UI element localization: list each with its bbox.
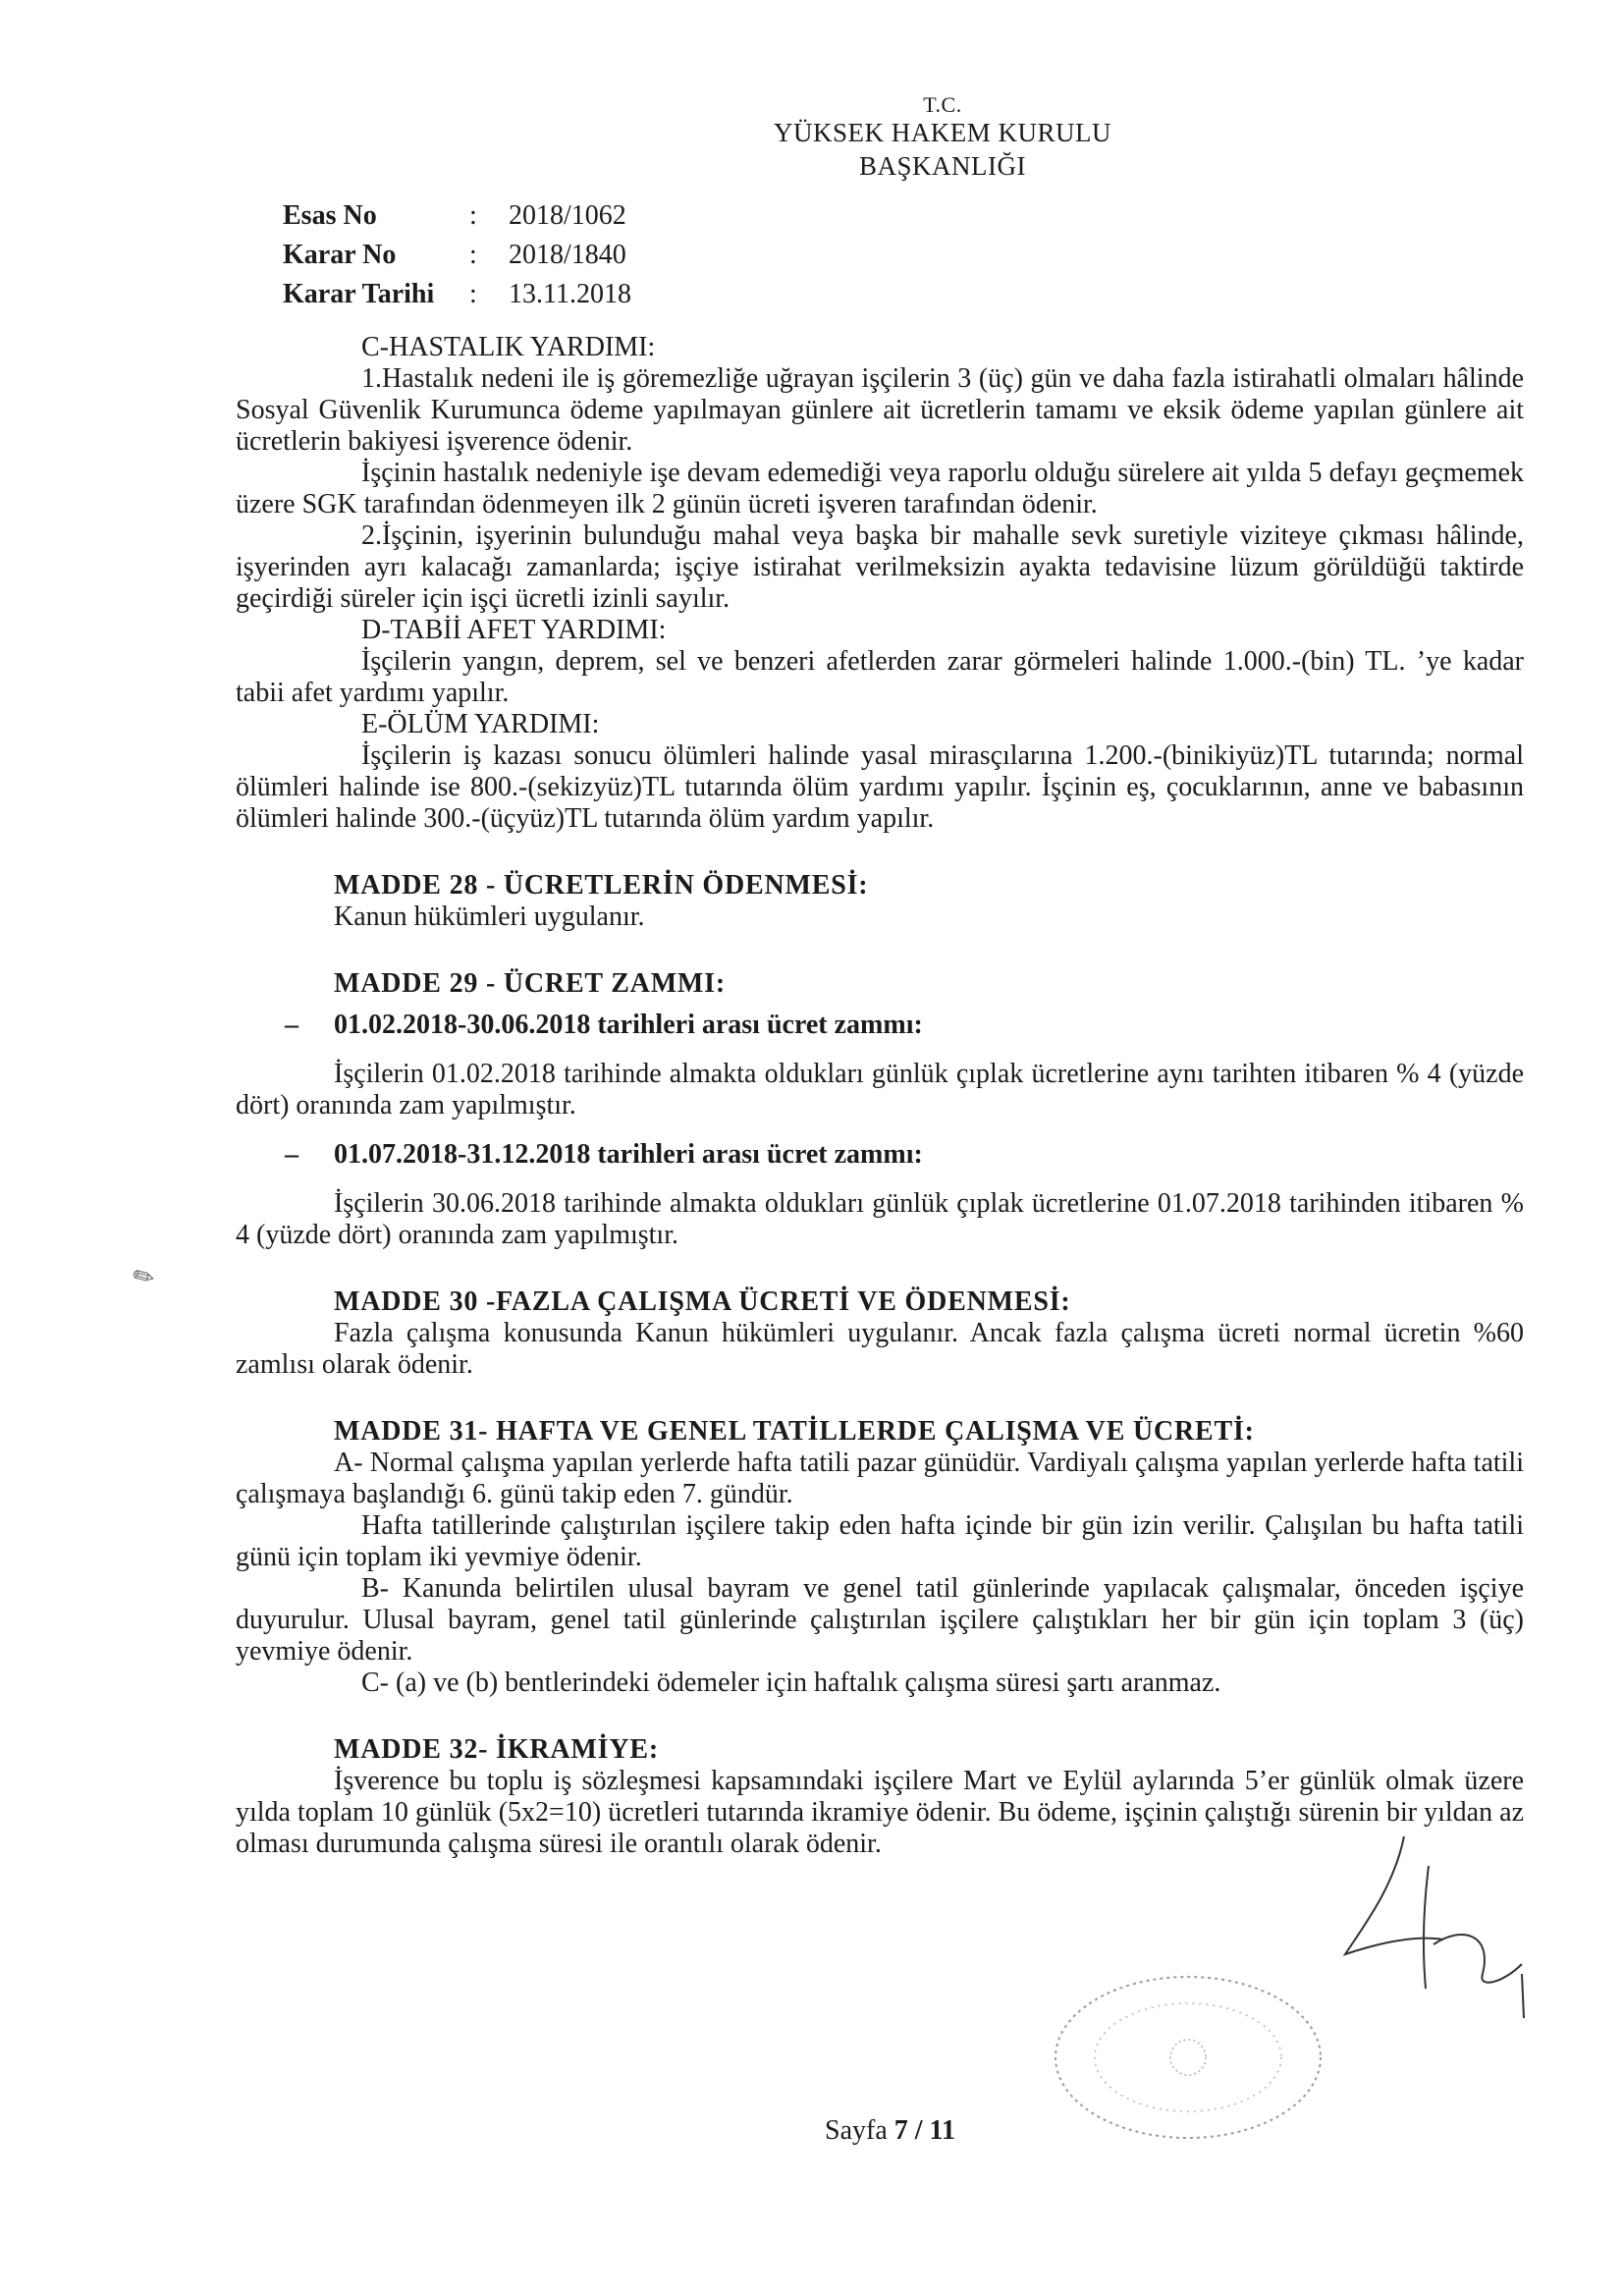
article-31-paragraph-b: B- Kanunda belirtilen ulusal bayram ve genel tatil günlerinde yapılacak çalışmalar, önceden işçiye duyurulur. Ulusal bayram, genel tatil günlerinde çalıştırılan işçilere çalıştıkları her bir gün için toplam 3 (üç) yevmiye ödenir. (236, 1573, 1524, 1667)
article-31-paragraph-a: A- Normal çalışma yapılan yerlerde hafta tatili pazar günüdür. Vardiyalı çalışma yapılan yerlerde hafta tatili çalışmaya başlandığı 6. günü takip eden 7. gündür. (236, 1448, 1524, 1509)
article-31-title: MADDE 31- HAFTA VE GENEL TATİLLERDE ÇALIŞMA VE ÜCRETİ: (334, 1416, 1255, 1447)
article-31-paragraph-c: C- (a) ve (b) bentlerindeki ödemeler için haftalık çalışma süresi şartı aranmaz. (361, 1667, 1221, 1698)
margin-scribble-icon: ✎ (127, 1259, 161, 1295)
meta-row-tarih (283, 275, 705, 314)
article-29-title: MADDE 29 - ÜCRET ZAMMI: (334, 968, 726, 999)
meta-sep: : (469, 279, 477, 309)
meta-key: Esas No (283, 200, 377, 231)
article-29-sub-1-paragraph: İşçilerin 01.02.2018 tarihinde almakta oldukları günlük çıplak ücretlerine aynı tarihten itibaren % 4 (yüzde dört) oranında zam yapılmıştır. (236, 1059, 1524, 1121)
dash-bullet: – (285, 1139, 298, 1170)
article-32-paragraph: İşverence bu toplu iş sözleşmesi kapsamındaki işçilere Mart ve Eylül aylarında 5’er günlük olmak üzere yılda toplam 10 günlük (5x2=10) ücretleri tutarında ikramiye ödenir. Bu ödeme, işçinin çalıştığı sürenin bir yıldan az olması durumunda çalışma süresi ile orantılı olarak ödenir. (236, 1766, 1524, 1859)
signature-icon (1335, 1827, 1551, 2023)
document-body (236, 332, 1524, 1860)
meta-value: 2018/1062 (509, 200, 626, 231)
meta-value: 2018/1840 (509, 240, 626, 270)
meta-sep: : (469, 200, 477, 231)
meta-row-karar (283, 236, 705, 275)
footer-prefix: Sayfa (825, 2115, 888, 2146)
article-29-sub-2-heading (236, 1139, 1524, 1171)
meta-key: Karar No (283, 240, 397, 270)
meta-key: Karar Tarihi (283, 279, 435, 309)
section-e-paragraph-1: İşçilerin iş kazası sonucu ölümleri halinde yasal mirasçılarına 1.200.-(binikiyüz)TL tutarında; normal ölümleri halinde ise 800.-(sekizyüz)TL tutarında ölüm yardımı yapılır. İşçinin eş, çocuklarının, anne ve babasının ölümleri halinde 300.-(üçyüz)TL tutarında ölüm yardım yapılır. (236, 740, 1524, 834)
article-30-paragraph: Fazla çalışma konusunda Kanun hükümleri uygulanır. Ancak fazla çalışma ücreti normal ücretin %60 zamlısı olarak ödenir. (236, 1318, 1524, 1380)
meta-value: 13.11.2018 (509, 279, 631, 309)
article-30-title: MADDE 30 -FAZLA ÇALIŞMA ÜCRETİ VE ÖDENMESİ: (334, 1286, 1071, 1317)
dash-bullet: – (285, 1010, 298, 1040)
article-32-title: MADDE 32- İKRAMİYE: (334, 1734, 659, 1765)
article-29-sub-2-paragraph: İşçilerin 30.06.2018 tarihinde almakta oldukları günlük çıplak ücretlerine 01.07.2018 tarihinden itibaren % 4 (yüzde dört) oranında zam yapılmıştır. (236, 1188, 1524, 1250)
section-c-paragraph-3: 2.İşçinin, işyerinin bulunduğu mahal veya başka bir mahalle sevk suretiyle viziteye çıkması hâlinde, işyerinden ayrı kalacağı zamanlarda; işçiye istirahat verilmeksizin ayakta tedavisine lüzum görüldüğü taktirde geçirdiği süreler için işçi ücretli izinli sayılır. (236, 520, 1524, 614)
article-28-title: MADDE 28 - ÜCRETLERİN ÖDENMESİ: (334, 870, 869, 901)
footer-page-number: 7 / 11 (893, 2115, 955, 2146)
case-meta (283, 196, 705, 314)
header-tc: T.C. (923, 92, 962, 117)
official-stamp-icon (1041, 1964, 1345, 2151)
article-29-sub-1-heading (236, 1010, 1524, 1041)
institution-header (599, 94, 1286, 183)
meta-sep: : (469, 240, 477, 270)
article-28-paragraph: Kanun hükümleri uygulanır. (334, 902, 645, 932)
section-c-title: C-HASTALIK YARDIMI: (361, 332, 656, 362)
section-c-paragraph-1: 1.Hastalık nedeni ile iş göremezliğe uğrayan işçilerin 3 (üç) gün ve daha fazla istirahatli olmaları hâlinde Sosyal Güvenlik Kurumunca ödeme yapılmayan günlere ait ücretlerin tamamı ve eksik ödeme yapılan günlere ait ücretlerin bakiyesi işverence ödenir. (236, 363, 1524, 457)
meta-row-esas (283, 196, 705, 236)
article-29-sub-2-title: 01.07.2018-31.12.2018 tarihleri arası ücret zammı: (334, 1139, 923, 1170)
header-title-line2: BAŞKANLIĞI (859, 151, 1026, 181)
article-31-paragraph-a2: Hafta tatillerinde çalıştırılan işçilere takip eden hafta içinde bir gün izin verilir. Çalışılan bu hafta tatili günü için toplam iki yevmiye ödenir. (236, 1510, 1524, 1572)
article-29-sub-1-title: 01.02.2018-30.06.2018 tarihleri arası ücret zammı: (334, 1010, 923, 1040)
section-e-title: E-ÖLÜM YARDIMI: (361, 709, 600, 739)
section-d-title: D-TABİİ AFET YARDIMI: (361, 615, 667, 645)
page-footer (825, 2115, 955, 2147)
section-c-paragraph-2: İşçinin hastalık nedeniyle işe devam edemediği veya raporlu olduğu sürelere ait yılda 5 defayı geçmemek üzere SGK tarafından ödenmeyen ilk 2 günün ücreti işveren tarafından ödenir. (236, 458, 1524, 519)
section-d-paragraph-1: İşçilerin yangın, deprem, sel ve benzeri afetlerden zarar görmeleri halinde 1.000.-(bin) TL. ’ye kadar tabii afet yardımı yapılır. (236, 646, 1524, 708)
header-title-line1: YÜKSEK HAKEM KURULU (774, 118, 1111, 147)
